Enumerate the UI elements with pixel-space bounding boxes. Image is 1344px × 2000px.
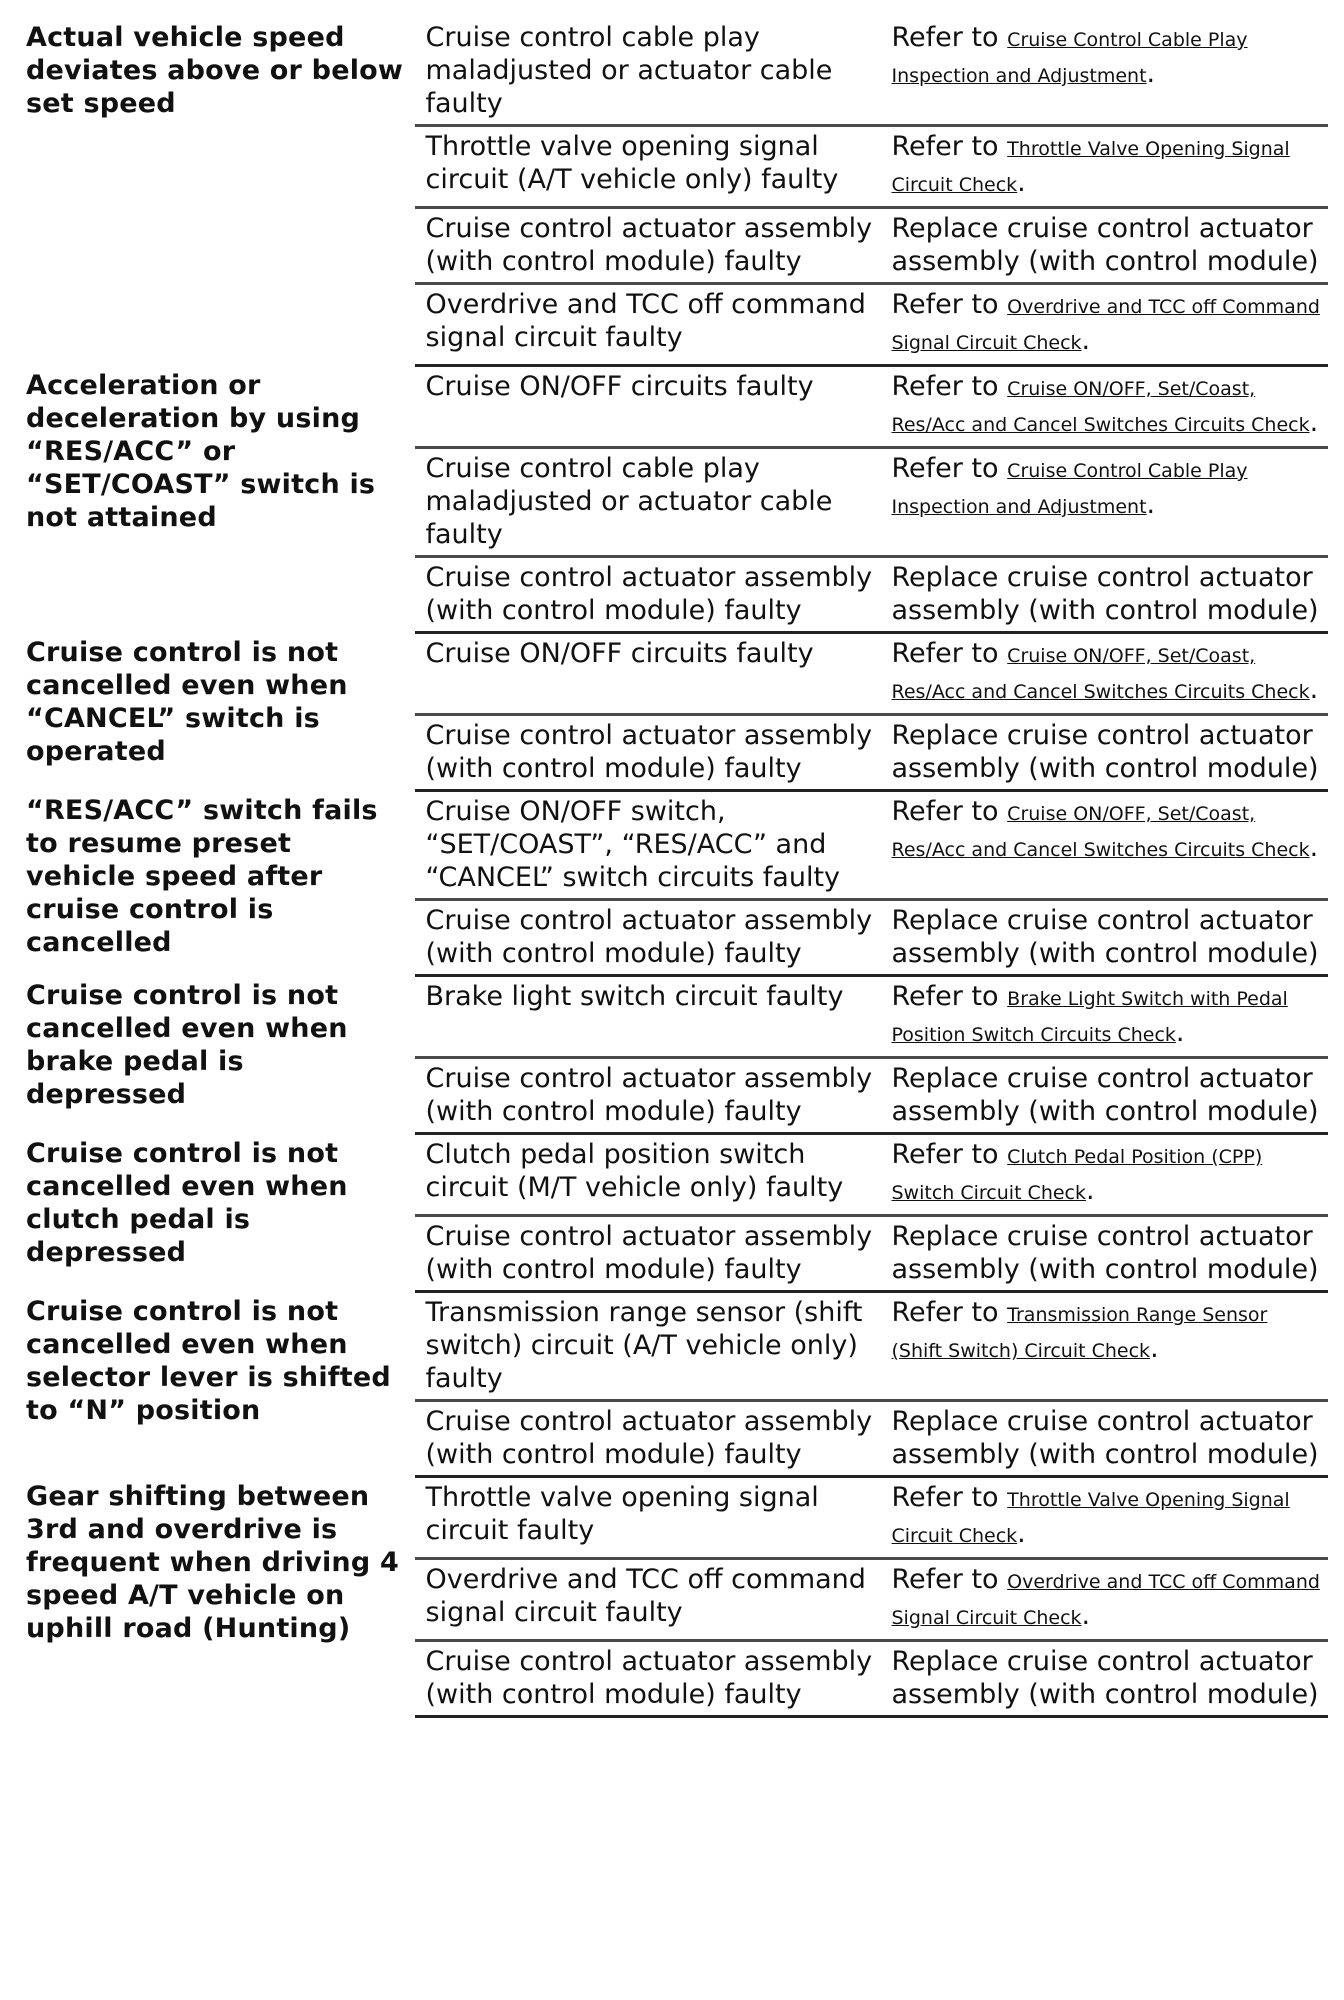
correction-text: Replace cruise control actuator assembly (with control module) bbox=[891, 1063, 1319, 1127]
possible-cause-cell: Cruise control actuator assembly (with control module) faulty bbox=[416, 208, 882, 284]
possible-cause-cell: Cruise control actuator assembly (with control module) faulty bbox=[416, 1216, 882, 1292]
correction-cell bbox=[882, 18, 1328, 126]
table-row bbox=[20, 633, 1328, 715]
correction-text: Replace cruise control actuator assembly (with control module) bbox=[891, 905, 1319, 969]
possible-cause-cell: Cruise ON/OFF circuits faulty bbox=[416, 633, 882, 715]
table-row bbox=[20, 976, 1328, 1058]
correction-cell bbox=[882, 284, 1328, 366]
correction-cell bbox=[882, 1477, 1328, 1559]
possible-cause-cell: Cruise control cable play maladjusted or actuator cable faulty bbox=[416, 18, 882, 126]
correction-cell bbox=[882, 1641, 1328, 1717]
correction-cell bbox=[882, 126, 1328, 208]
refer-to-label: Refer to bbox=[891, 371, 999, 402]
reference-link[interactable]: Overdrive and TCC off Command Signal Circuit Check bbox=[891, 296, 1320, 354]
reference-link[interactable]: Cruise ON/OFF, Set/Coast, Res/Acc and Cancel Switches Circuits Check bbox=[891, 645, 1310, 703]
refer-to-label: Refer to bbox=[891, 981, 999, 1012]
correction-cell bbox=[882, 448, 1328, 557]
correction-cell bbox=[882, 1559, 1328, 1641]
troubleshooting-table bbox=[20, 18, 1328, 1718]
refer-to-label: Refer to bbox=[891, 796, 999, 827]
table-row bbox=[20, 366, 1328, 448]
correction-cell bbox=[882, 208, 1328, 284]
correction-text: Replace cruise control actuator assembly (with control module) bbox=[891, 1646, 1319, 1710]
condition-cell: Gear shifting between 3rd and overdrive is frequent when driving 4 speed A/T vehicle on uphill road (Hunting) bbox=[26, 1480, 399, 1644]
possible-cause-cell: Throttle valve opening signal circuit (A/T vehicle only) faulty bbox=[416, 126, 882, 208]
condition-cell: Acceleration or deceleration by using “RES/ACC” or “SET/COAST” switch is not attained bbox=[26, 369, 376, 533]
table-row bbox=[20, 1477, 1328, 1559]
refer-to-label: Refer to bbox=[891, 1139, 999, 1170]
table-row bbox=[20, 791, 1328, 900]
possible-cause-cell: Cruise control actuator assembly (with control module) faulty bbox=[416, 1641, 882, 1717]
possible-cause-cell: Overdrive and TCC off command signal circuit faulty bbox=[416, 1559, 882, 1641]
period-mark: . bbox=[1017, 1518, 1026, 1549]
correction-cell bbox=[882, 791, 1328, 900]
possible-cause-cell: Cruise ON/OFF switch, “SET/COAST”, “RES/ACC” and “CANCEL” switch circuits faulty bbox=[416, 791, 882, 900]
condition-cell: Cruise control is not cancelled even when “CANCEL” switch is operated bbox=[26, 636, 348, 767]
correction-cell bbox=[882, 366, 1328, 448]
period-mark: . bbox=[1146, 489, 1156, 520]
correction-cell bbox=[882, 1292, 1328, 1401]
possible-cause-cell: Cruise control actuator assembly (with control module) faulty bbox=[416, 557, 882, 633]
possible-cause-cell: Brake light switch circuit faulty bbox=[416, 976, 882, 1058]
period-mark: . bbox=[1309, 674, 1319, 705]
reference-link[interactable]: Cruise ON/OFF, Set/Coast, Res/Acc and Cancel Switches Circuits Check bbox=[891, 803, 1310, 861]
troubleshooting-table-body bbox=[20, 18, 1328, 1717]
refer-to-label: Refer to bbox=[891, 1482, 999, 1513]
reference-link[interactable]: Transmission Range Sensor (Shift Switch) Circuit Check bbox=[891, 1304, 1268, 1362]
correction-cell bbox=[882, 900, 1328, 976]
period-mark: . bbox=[1081, 325, 1091, 356]
reference-link[interactable]: Cruise ON/OFF, Set/Coast, Res/Acc and Cancel Switches Circuits Check bbox=[891, 378, 1310, 436]
correction-cell bbox=[882, 1216, 1328, 1292]
correction-cell bbox=[882, 557, 1328, 633]
refer-to-label: Refer to bbox=[891, 638, 999, 669]
table-row bbox=[20, 1292, 1328, 1401]
reference-link[interactable]: Brake Light Switch with Pedal Position Switch Circuits Check bbox=[891, 988, 1288, 1046]
possible-cause-cell: Cruise ON/OFF circuits faulty bbox=[416, 366, 882, 448]
refer-to-label: Refer to bbox=[891, 289, 999, 320]
refer-to-label: Refer to bbox=[891, 22, 999, 53]
correction-cell bbox=[882, 1058, 1328, 1134]
reference-link[interactable]: Throttle Valve Opening Signal Circuit Check bbox=[891, 1489, 1290, 1547]
correction-cell bbox=[882, 715, 1328, 791]
possible-cause-cell: Overdrive and TCC off command signal circuit faulty bbox=[416, 284, 882, 366]
possible-cause-cell: Cruise control actuator assembly (with control module) faulty bbox=[416, 715, 882, 791]
possible-cause-cell: Throttle valve opening signal circuit faulty bbox=[416, 1477, 882, 1559]
correction-cell bbox=[882, 976, 1328, 1058]
reference-link[interactable]: Cruise Control Cable Play Inspection and Adjustment bbox=[891, 460, 1248, 518]
period-mark: . bbox=[1150, 1333, 1159, 1364]
possible-cause-cell: Cruise control actuator assembly (with control module) faulty bbox=[416, 900, 882, 976]
condition-cell: Cruise control is not cancelled even when brake pedal is depressed bbox=[26, 979, 348, 1110]
correction-text: Replace cruise control actuator assembly (with control module) bbox=[891, 213, 1319, 277]
period-mark: . bbox=[1309, 407, 1319, 438]
reference-link[interactable]: Clutch Pedal Position (CPP) Switch Circuit Check bbox=[891, 1146, 1263, 1204]
reference-link[interactable]: Overdrive and TCC off Command Signal Circuit Check bbox=[891, 1571, 1320, 1629]
possible-cause-cell: Cruise control actuator assembly (with control module) faulty bbox=[416, 1401, 882, 1477]
period-mark: . bbox=[1309, 832, 1319, 863]
refer-to-label: Refer to bbox=[891, 1564, 999, 1595]
possible-cause-cell: Clutch pedal position switch circuit (M/T vehicle only) faulty bbox=[416, 1134, 882, 1216]
correction-cell bbox=[882, 1401, 1328, 1477]
correction-text: Replace cruise control actuator assembly (with control module) bbox=[891, 1406, 1319, 1470]
possible-cause-cell: Cruise control cable play maladjusted or actuator cable faulty bbox=[416, 448, 882, 557]
period-mark: . bbox=[1086, 1175, 1095, 1206]
refer-to-label: Refer to bbox=[891, 1297, 999, 1328]
correction-cell bbox=[882, 1134, 1328, 1216]
refer-to-label: Refer to bbox=[891, 453, 999, 484]
reference-link[interactable]: Cruise Control Cable Play Inspection and Adjustment bbox=[891, 29, 1248, 87]
period-mark: . bbox=[1017, 167, 1026, 198]
correction-text: Replace cruise control actuator assembly (with control module) bbox=[891, 720, 1319, 784]
condition-cell: Actual vehicle speed deviates above or below set speed bbox=[26, 22, 404, 119]
correction-cell bbox=[882, 633, 1328, 715]
condition-cell: Cruise control is not cancelled even when selector lever is shifted to “N” position bbox=[26, 1295, 391, 1426]
condition-cell: “RES/ACC” switch fails to resume preset vehicle speed after cruise control is cancelled bbox=[26, 794, 378, 958]
table-row bbox=[20, 18, 1328, 126]
correction-text: Replace cruise control actuator assembly (with control module) bbox=[891, 1221, 1319, 1285]
table-row bbox=[20, 1134, 1328, 1216]
correction-text: Replace cruise control actuator assembly (with control module) bbox=[891, 562, 1319, 626]
period-mark: . bbox=[1081, 1600, 1091, 1631]
period-mark: . bbox=[1175, 1017, 1185, 1048]
possible-cause-cell: Cruise control actuator assembly (with control module) faulty bbox=[416, 1058, 882, 1134]
reference-link[interactable]: Throttle Valve Opening Signal Circuit Check bbox=[891, 138, 1290, 196]
possible-cause-cell: Transmission range sensor (shift switch) circuit (A/T vehicle only) faulty bbox=[416, 1292, 882, 1401]
period-mark: . bbox=[1146, 58, 1156, 89]
refer-to-label: Refer to bbox=[891, 131, 999, 162]
condition-cell: Cruise control is not cancelled even when clutch pedal is depressed bbox=[26, 1137, 348, 1268]
